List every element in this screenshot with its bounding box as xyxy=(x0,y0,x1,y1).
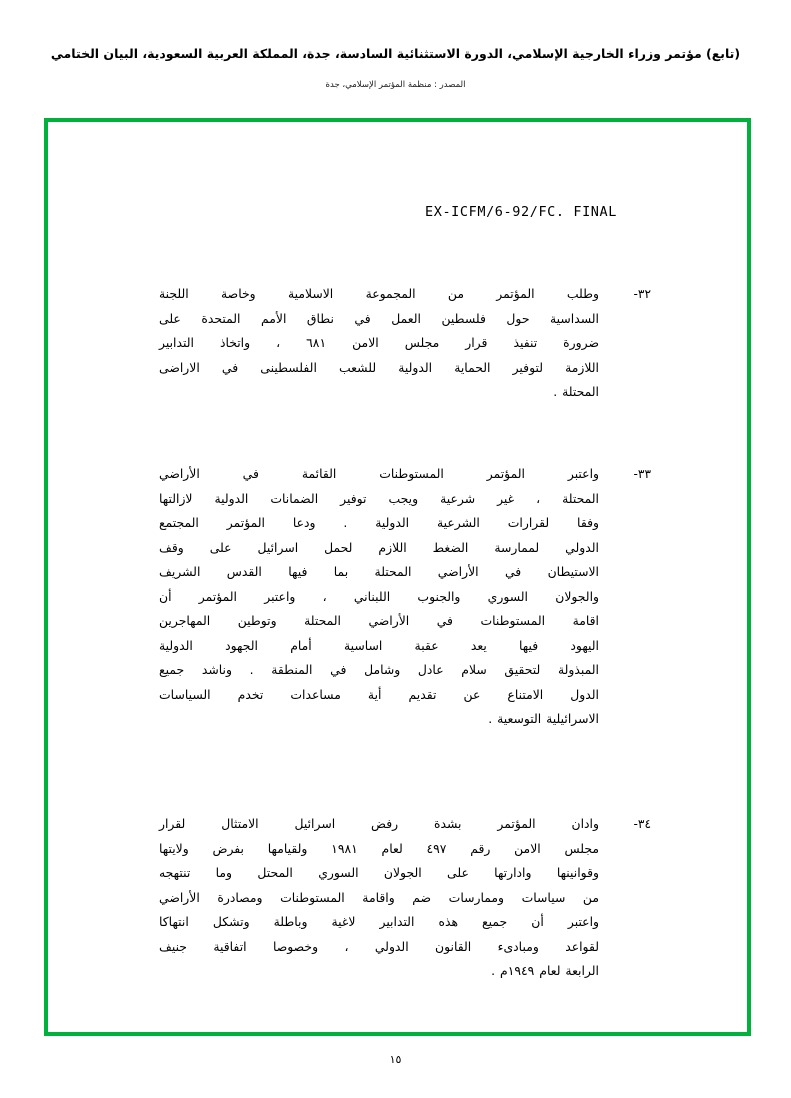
page-header-title: (تابع) مؤتمر وزراء الخارجية الإسلامي، الدورة الاستثنائية السادسة، جدة، المملكة العربية السعودية، البيان الختامي xyxy=(50,46,741,61)
paragraph-33-number: ٣٣- xyxy=(633,467,651,481)
paragraph-34 xyxy=(131,812,651,984)
paragraph-line: واعتبر أن جميع هذه التدابير لاغية وباطلة وتشكل انتهاكا xyxy=(159,914,599,929)
paragraph-line: السداسية حول فلسطين العمل في نطاق الأمم المتحدة على xyxy=(159,310,599,326)
paragraph-line: الاستيطان في الأراضي المحتلة بما فيها القدس الشريف xyxy=(159,564,599,579)
paragraph-34-number: ٣٤- xyxy=(633,817,651,831)
paragraph-line: اليهود فيها يعد عقبة اساسية أمام الجهود الدولية xyxy=(159,637,599,653)
paragraph-line: وفقا لقرارات الشرعية الدولية . ودعا المؤتمر المجتمع xyxy=(159,515,599,530)
paragraph-33-body xyxy=(159,462,599,732)
page-header-source: المصدر : منظمة المؤتمر الإسلامي، جدة xyxy=(325,80,466,90)
paragraph-line: اقامة المستوطنات في الأراضي المحتلة وتوطين المهاجرين xyxy=(159,613,599,628)
paragraph-32-body xyxy=(159,282,599,405)
paragraph-line: الاسرائيلية التوسعية . xyxy=(488,711,599,726)
paragraph-line: المحتلة . xyxy=(553,384,599,399)
paragraph-line: وادان المؤتمر بشدة رفض اسرائيل الامتثال لقرار xyxy=(159,816,599,831)
paragraph-line: وقوانينها وادارتها على الجولان السوري المحتل وما تنتهجه xyxy=(159,865,599,880)
paragraph-line: الدولي لممارسة الضغط اللازم لحمل اسرائيل على وقف xyxy=(159,539,599,555)
page-number: ١٥ xyxy=(389,1053,402,1066)
green-border-frame xyxy=(44,118,751,1036)
paragraph-34-body xyxy=(159,812,599,984)
document-code: EX-ICFM/6-92/FC. FINAL xyxy=(424,204,617,220)
paragraph-32 xyxy=(131,282,651,405)
paragraph-33 xyxy=(131,462,651,732)
paragraph-line: وطلب المؤتمر من المجموعة الاسلامية وخاصة اللجنة xyxy=(159,286,599,301)
paragraph-32-number: ٣٢- xyxy=(633,287,651,301)
paragraph-line: واعتبر المؤتمر المستوطنات القائمة في الأراضي xyxy=(159,466,599,481)
paragraph-line: ضرورة تنفيذ قرار مجلس الامن ٦٨١ ، واتخاذ التدابير xyxy=(159,335,599,350)
paragraph-line: من سياسات وممارسات ضم واقامة المستوطنات ومصادرة الأراضي xyxy=(159,889,599,905)
paragraph-line: اللازمة لتوفير الحماية الدولية للشعب الفلسطينى في الاراضى xyxy=(159,359,599,375)
paragraph-line: مجلس الامن رقم ٤٩٧ لعام ١٩٨١ ولقيامها بفرض ولايتها xyxy=(159,840,599,856)
paragraph-line: لقواعد ومبادىء القانون الدولي ، وخصوصا اتفاقية جنيف xyxy=(159,938,599,954)
paragraph-line: الرابعة لعام ١٩٤٩م . xyxy=(491,963,599,978)
paragraph-line: المحتلة ، غير شرعية ويجب توفير الضمانات الدولية لازالتها xyxy=(159,490,599,506)
paragraph-line: والجولان السوري والجنوب اللبناني ، واعتبر المؤتمر أن xyxy=(159,588,599,604)
paragraph-line: المبذولة لتحقيق سلام عادل وشامل في المنطقة . وناشد جميع xyxy=(159,662,599,677)
paragraph-line: الدول الامتناع عن تقديم أية مساعدات تخدم السياسات xyxy=(159,686,599,702)
